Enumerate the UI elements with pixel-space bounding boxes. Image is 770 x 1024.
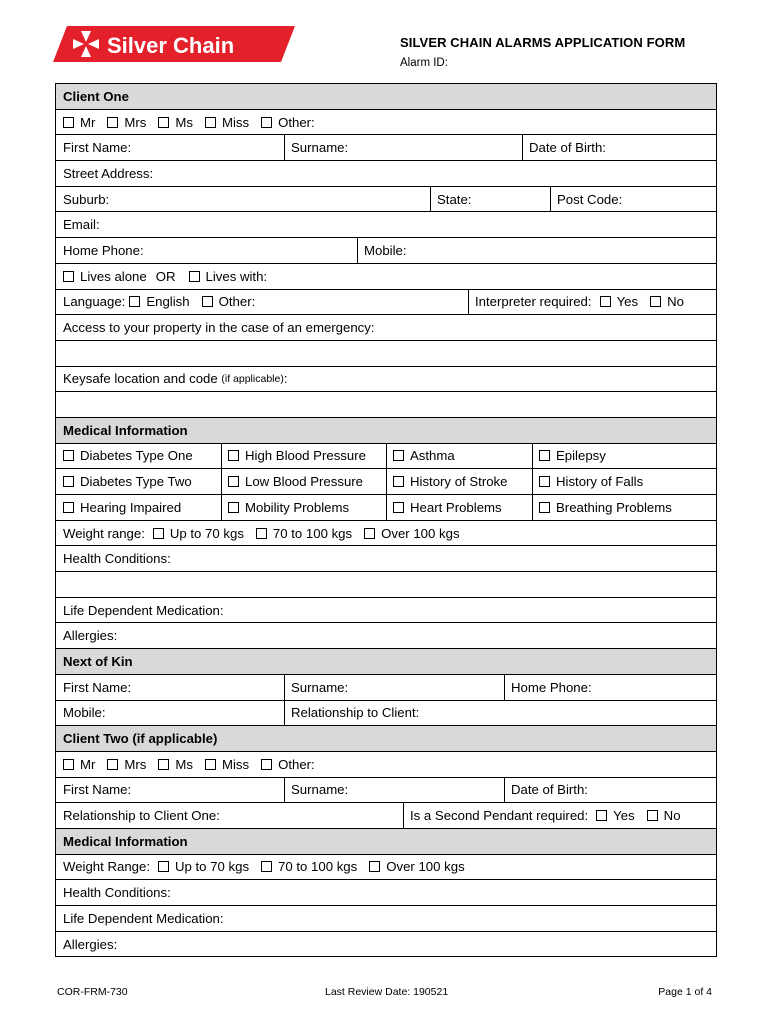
english-checkbox[interactable] — [129, 296, 140, 307]
title-mr-checkbox[interactable] — [63, 117, 74, 128]
conditions-row: Hearing Impaired Mobility Problems Heart Problems Breathing Problems — [56, 495, 716, 521]
page-number: Page 1 of 4 — [658, 986, 712, 998]
section-medical-information: Medical Information — [56, 418, 716, 444]
nok-home-phone-field[interactable]: Home Phone: — [511, 679, 592, 695]
c2-relationship-field[interactable]: Relationship to Client One: — [63, 808, 220, 824]
life-dependent-field[interactable]: Life Dependent Medication: — [63, 602, 224, 618]
weight-two-checkbox[interactable] — [261, 861, 272, 872]
first-name-field[interactable]: First Name: — [63, 140, 132, 156]
condition-checkbox[interactable] — [228, 476, 239, 487]
street-address-row — [56, 161, 716, 187]
keysafe-row: Keysafe location and code (if applicable) : — [56, 367, 716, 393]
life-dependent-row — [56, 598, 716, 624]
c2-date-of-birth-field[interactable]: Date of Birth: — [511, 782, 588, 798]
c2-title-mrs-checkbox[interactable] — [107, 759, 118, 770]
interpreter-yes-checkbox[interactable] — [600, 296, 611, 307]
conditions-row: Diabetes Type Two Low Blood Pressure History of Stroke History of Falls — [56, 469, 716, 495]
language-row: Language: English Other: Interpreter required: Yes No — [56, 290, 716, 316]
email-row — [56, 212, 716, 238]
date-of-birth-field[interactable]: Date of Birth: — [529, 140, 606, 156]
title-miss-checkbox[interactable] — [205, 117, 216, 128]
weight-checkbox[interactable] — [153, 528, 164, 539]
weight-checkbox[interactable] — [364, 528, 375, 539]
condition-checkbox[interactable] — [393, 502, 404, 513]
surname-field[interactable]: Surname: — [291, 140, 349, 156]
c2-title-miss-checkbox[interactable] — [205, 759, 216, 770]
form-title: SILVER CHAIN ALARMS APPLICATION FORM — [400, 35, 686, 50]
suburb-field[interactable]: Suburb: — [63, 191, 110, 207]
c2-surname-field[interactable]: Surname: — [291, 782, 349, 798]
c2-health-conditions-field[interactable]: Health Conditions: — [63, 885, 171, 901]
condition-checkbox[interactable] — [63, 450, 74, 461]
weight-range-two-row: Weight Range: Up to 70 kgs 70 to 100 kgs Over 100 kgs — [56, 855, 716, 881]
health-conditions-two-row — [56, 880, 716, 906]
condition-checkbox[interactable] — [539, 476, 550, 487]
suburb-row — [56, 187, 716, 213]
c2-allergies-field[interactable]: Allergies: — [63, 936, 118, 952]
phone-row — [56, 238, 716, 264]
condition-checkbox[interactable] — [539, 502, 550, 513]
weight-two-checkbox[interactable] — [369, 861, 380, 872]
nok-first-name-field[interactable]: First Name: — [63, 679, 132, 695]
section-next-of-kin: Next of Kin — [56, 649, 716, 675]
lives-alone-checkbox[interactable] — [63, 271, 74, 282]
access-label: Access to your property in the case of an emergency: — [63, 320, 375, 336]
condition-checkbox[interactable] — [539, 450, 550, 461]
home-phone-field[interactable]: Home Phone: — [63, 242, 144, 258]
access-row — [56, 315, 716, 341]
brand-text: Silver Chain — [107, 33, 235, 58]
nok-surname-field[interactable]: Surname: — [291, 679, 349, 695]
title-ms-checkbox[interactable] — [158, 117, 169, 128]
application-form — [55, 83, 717, 957]
silver-chain-logo — [53, 26, 295, 62]
section-client-two: Client Two (if applicable) — [56, 726, 716, 752]
section-medical-information-two: Medical Information — [56, 829, 716, 855]
email-field[interactable]: Email: — [63, 217, 100, 233]
living-row: Lives alone OR Lives with: — [56, 264, 716, 290]
client-two-relationship-row: Relationship to Client One: Is a Second Pendant required: Yes No — [56, 803, 716, 829]
condition-checkbox[interactable] — [63, 502, 74, 513]
access-field[interactable] — [56, 341, 716, 367]
c2-title-mr-checkbox[interactable] — [63, 759, 74, 770]
title-mrs-checkbox[interactable] — [107, 117, 118, 128]
alarm-id-label: Alarm ID: — [400, 57, 448, 69]
nok-relationship-field[interactable]: Relationship to Client: — [291, 705, 420, 721]
language-other-checkbox[interactable] — [202, 296, 213, 307]
life-dependent-two-row — [56, 906, 716, 932]
weight-two-checkbox[interactable] — [158, 861, 169, 872]
interpreter-no-checkbox[interactable] — [650, 296, 661, 307]
section-client-one: Client One — [56, 84, 716, 110]
title-other-checkbox[interactable] — [261, 117, 272, 128]
allergies-row — [56, 623, 716, 649]
condition-checkbox[interactable] — [228, 502, 239, 513]
mobile-field[interactable]: Mobile: — [364, 242, 407, 258]
second-pendant-yes-checkbox[interactable] — [596, 810, 607, 821]
c2-first-name-field[interactable]: First Name: — [63, 782, 132, 798]
review-date: Last Review Date: 190521 — [325, 986, 449, 998]
form-code: COR-FRM-730 — [57, 986, 128, 998]
conditions-row: Diabetes Type One High Blood Pressure Asthma Epilepsy — [56, 444, 716, 470]
client-one-title-row: Mr Mrs Ms Miss Other: — [56, 110, 716, 136]
health-conditions-field[interactable] — [56, 572, 716, 598]
condition-checkbox[interactable] — [393, 450, 404, 461]
client-one-name-row — [56, 135, 716, 161]
lives-with-checkbox[interactable] — [189, 271, 200, 282]
second-pendant-no-checkbox[interactable] — [647, 810, 658, 821]
street-address-field[interactable]: Street Address: — [63, 165, 154, 181]
nok-mobile-field[interactable]: Mobile: — [63, 705, 106, 721]
keysafe-field[interactable] — [56, 392, 716, 418]
nok-mobile-row — [56, 701, 716, 727]
c2-title-other-checkbox[interactable] — [261, 759, 272, 770]
health-conditions-label: Health Conditions: — [63, 551, 171, 567]
c2-life-dependent-field[interactable]: Life Dependent Medication: — [63, 910, 224, 926]
state-field[interactable]: State: — [437, 191, 472, 207]
condition-checkbox[interactable] — [63, 476, 74, 487]
allergies-two-row — [56, 932, 716, 958]
weight-checkbox[interactable] — [256, 528, 267, 539]
allergies-field[interactable]: Allergies: — [63, 628, 118, 644]
condition-checkbox[interactable] — [228, 450, 239, 461]
health-conditions-row — [56, 546, 716, 572]
client-two-title-row: Mr Mrs Ms Miss Other: — [56, 752, 716, 778]
post-code-field[interactable]: Post Code: — [557, 191, 623, 207]
c2-title-ms-checkbox[interactable] — [158, 759, 169, 770]
condition-checkbox[interactable] — [393, 476, 404, 487]
client-two-name-row — [56, 778, 716, 804]
nok-name-row — [56, 675, 716, 701]
weight-range-row: Weight range: Up to 70 kgs 70 to 100 kgs Over 100 kgs — [56, 521, 716, 547]
